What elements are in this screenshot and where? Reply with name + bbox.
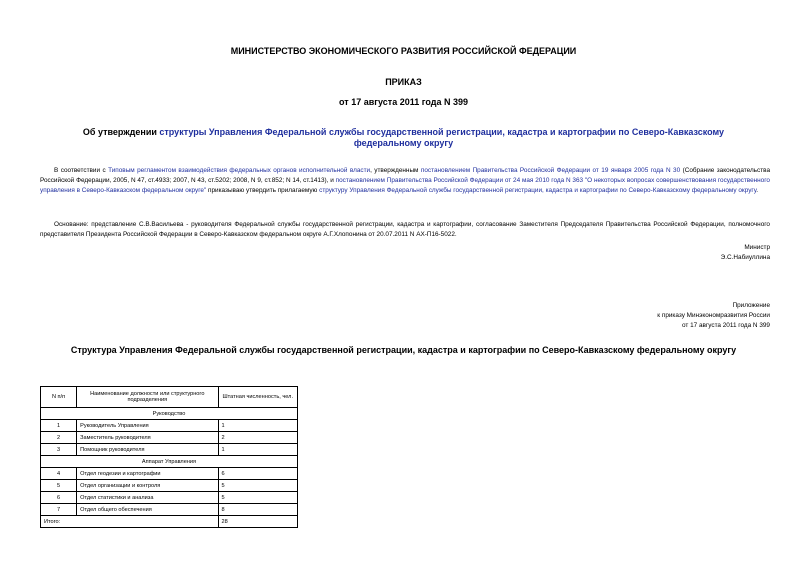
- appendix-block: [657, 301, 770, 331]
- total-row: [41, 516, 298, 528]
- row-number: 6: [41, 492, 77, 504]
- order-date: от 17 августа 2011 года N 399: [339, 97, 468, 107]
- ministry-heading: МИНИСТЕРСТВО ЭКОНОМИЧЕСКОГО РАЗВИТИЯ РОССИЙСКОЙ ФЕДЕРАЦИИ: [230, 46, 577, 56]
- decree-363-link[interactable]: постановлением Правительства Российской Федерации от 24 мая 2010 года N 363 "О некоторых вопросах совершенствования государственного управления в Северо-Кавказском федеральном округе": [40, 177, 770, 194]
- appendix-line: от 17 августа 2011 года N 399: [681, 322, 770, 329]
- row-count: 6: [218, 468, 298, 480]
- order-title: [48, 127, 759, 149]
- structure-title: Структура Управления Федеральной службы государственной регистрации, кадастра и картографии по Северо-Кавказскому федеральному округу: [70, 345, 737, 355]
- reglament-link[interactable]: Типовым регламентом взаимодействия федеральных органов исполнительной власти: [108, 167, 371, 174]
- row-name: Отдел статистики и анализа: [77, 492, 218, 504]
- grounds-paragraph: Основание: представление С.В.Васильева - руководителя Федеральной службы государственной регистрации, кадастра и картографии, согласование Заместителя Председателя Правительства Российской Федерации, полномочного представителя Президента Российской Федерации в Северо-Кавказском федеральном округе А.Г.Хлопонина от 20.07.2011 N АХ-П16-5022.: [40, 221, 770, 238]
- row-name: Руководитель Управления: [77, 420, 218, 432]
- row-name: Помощник руководителя: [77, 444, 218, 456]
- table-row: [41, 432, 298, 444]
- row-number: 1: [41, 420, 77, 432]
- row-number: 5: [41, 480, 77, 492]
- text-segment: В соответствии с: [54, 167, 109, 174]
- text-segment: .: [756, 187, 759, 194]
- text-segment: (Собрание законодательства Российской Федерации, 2005, N 47, ст.4933; 2007, N 43, ст.5202; 2008, N 9, ст.852; N 14, ст.1413), и: [40, 167, 770, 184]
- text-segment: , утвержденным: [370, 167, 421, 174]
- table-row: [41, 504, 298, 516]
- section-row: [41, 456, 298, 468]
- table-row: [41, 420, 298, 432]
- appendix-line: Приложение: [732, 302, 770, 309]
- section-label: Руководство: [41, 408, 298, 420]
- appendix-line: к приказу Минэкономразвития России: [657, 312, 770, 319]
- row-name: Отдел общего обеспечения: [77, 504, 218, 516]
- table-header-row: [41, 387, 298, 408]
- basis-paragraph: [40, 166, 770, 196]
- row-count: 1: [218, 420, 298, 432]
- table-row: [41, 468, 298, 480]
- row-count: 8: [218, 504, 298, 516]
- text-segment: приказываю утвердить прилагаемую: [206, 187, 320, 194]
- row-count: 5: [218, 492, 298, 504]
- signature-name: Э.С.Набиуллина: [720, 254, 770, 261]
- order-heading: ПРИКАЗ: [385, 77, 422, 87]
- structure-link[interactable]: структуру Управления Федеральной службы государственной регистрации, кадастра и картографии по Северо-Кавказскому федеральному округу: [319, 187, 757, 194]
- section-row: [41, 408, 298, 420]
- order-title-link[interactable]: структуры Управления Федеральной службы государственной регистрации, кадастра и картографии по Северо-Кавказскому федеральному округу: [159, 127, 725, 148]
- table-row: [41, 492, 298, 504]
- row-number: 3: [41, 444, 77, 456]
- table-row: [41, 444, 298, 456]
- row-name: Заместитель руководителя: [77, 432, 218, 444]
- row-count: 2: [218, 432, 298, 444]
- staff-table: [40, 386, 298, 528]
- signature-block: [721, 243, 770, 263]
- signature-role: Министр: [744, 244, 770, 251]
- row-number: 7: [41, 504, 77, 516]
- decree-30-link[interactable]: постановлением Правительства Российской Федерации от 19 января 2005 года N 30: [420, 167, 681, 174]
- section-label: Аппарат Управления: [41, 456, 298, 468]
- header-cell: N п/п: [41, 387, 77, 408]
- row-name: Отдел организации и контроля: [77, 480, 218, 492]
- row-number: 4: [41, 468, 77, 480]
- table-row: [41, 480, 298, 492]
- row-count: 5: [218, 480, 298, 492]
- header-cell: Наименование должности или структурного подразделения: [77, 387, 218, 408]
- row-count: 1: [218, 444, 298, 456]
- order-title-prefix: Об утверждении: [82, 127, 160, 137]
- row-name: Отдел геодезии и картографии: [77, 468, 218, 480]
- total-value: 28: [218, 516, 298, 528]
- total-label: Итого:: [41, 516, 219, 528]
- header-cell: Штатная численность, чел.: [218, 387, 298, 408]
- row-number: 2: [41, 432, 77, 444]
